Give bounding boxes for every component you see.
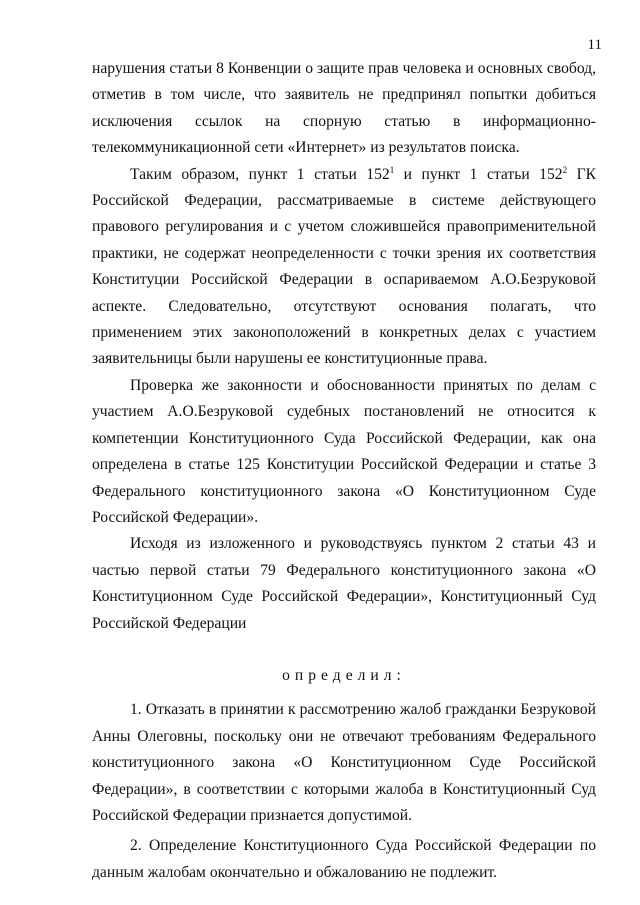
paragraph-conclusion-part-a: Таким образом, пункт 1 статьи 152 — [130, 165, 390, 183]
paragraph-continuation: нарушения статьи 8 Конвенции о защите прав человека и основных свобод, отметив в том числе, что заявитель не предпринял попытки добиться исключения ссылок на спорную статью в информационно-телекоммуникационной сети «Интернет» из результатов поиска. — [92, 60, 596, 157]
spacer — [92, 689, 596, 697]
paragraph-conclusion-part-c: ГК Российской Федерации, рассматриваемые в системе действующего правового регулирования и с учетом сложившейся правоприменительной практики, не содержат неопределенности с точки зрения их соответствия Конституции Российской Федерации в оспариваемом А.О.Безруковой аспекте. Следовательно, отсутствуют основания полагать, что применением этих законоположений в конкретных делах с участием заявительницы были нарушены ее конституционные права. — [92, 165, 596, 368]
paragraph-basis: Исходя из изложенного и руководствуясь пунктом 2 статьи 43 и частью первой статьи 79 Федерального конституционного закона «О Конституционном Суде Российской Федерации», Конституционный Суд Российской Федерации — [92, 535, 596, 632]
paragraph-conclusion — [92, 162, 596, 373]
decision-heading: определил: — [282, 666, 406, 684]
decision-item-1: 1. Отказать в принятии к рассмотрению жалоб гражданки Безруковой Анны Олеговны, поскольку они не отвечают требованиям Федерального конституционного закона «О Конституционном Суде Российской Федерации», в соответствии с которыми жалоба в Конституционный Суд Российской Федерации признается допустимой. — [92, 701, 596, 824]
page-number: 11 — [587, 37, 602, 53]
superscript-2: 2 — [562, 164, 568, 175]
spacer — [92, 637, 596, 663]
superscript-1: 1 — [389, 164, 395, 175]
paragraph-conclusion-part-b: и пункт 1 статьи 152 — [394, 165, 563, 183]
document-body — [92, 56, 596, 886]
decision-item-2: 2. Определение Конституционного Суда Российской Федерации по данным жалобам окончательно и обжалованию не подлежит. — [92, 837, 596, 881]
paragraph-competence: Проверка же законности и обоснованности принятых по делам с участием А.О.Безруковой судебных постановлений не относится к компетенции Конституционного Суда Российской Федерации, как она определена в статье 125 Конституции Российской Федерации и статье 3 Федерального конституционного закона «О Конституционном Суде Российской Федерации». — [92, 376, 596, 526]
